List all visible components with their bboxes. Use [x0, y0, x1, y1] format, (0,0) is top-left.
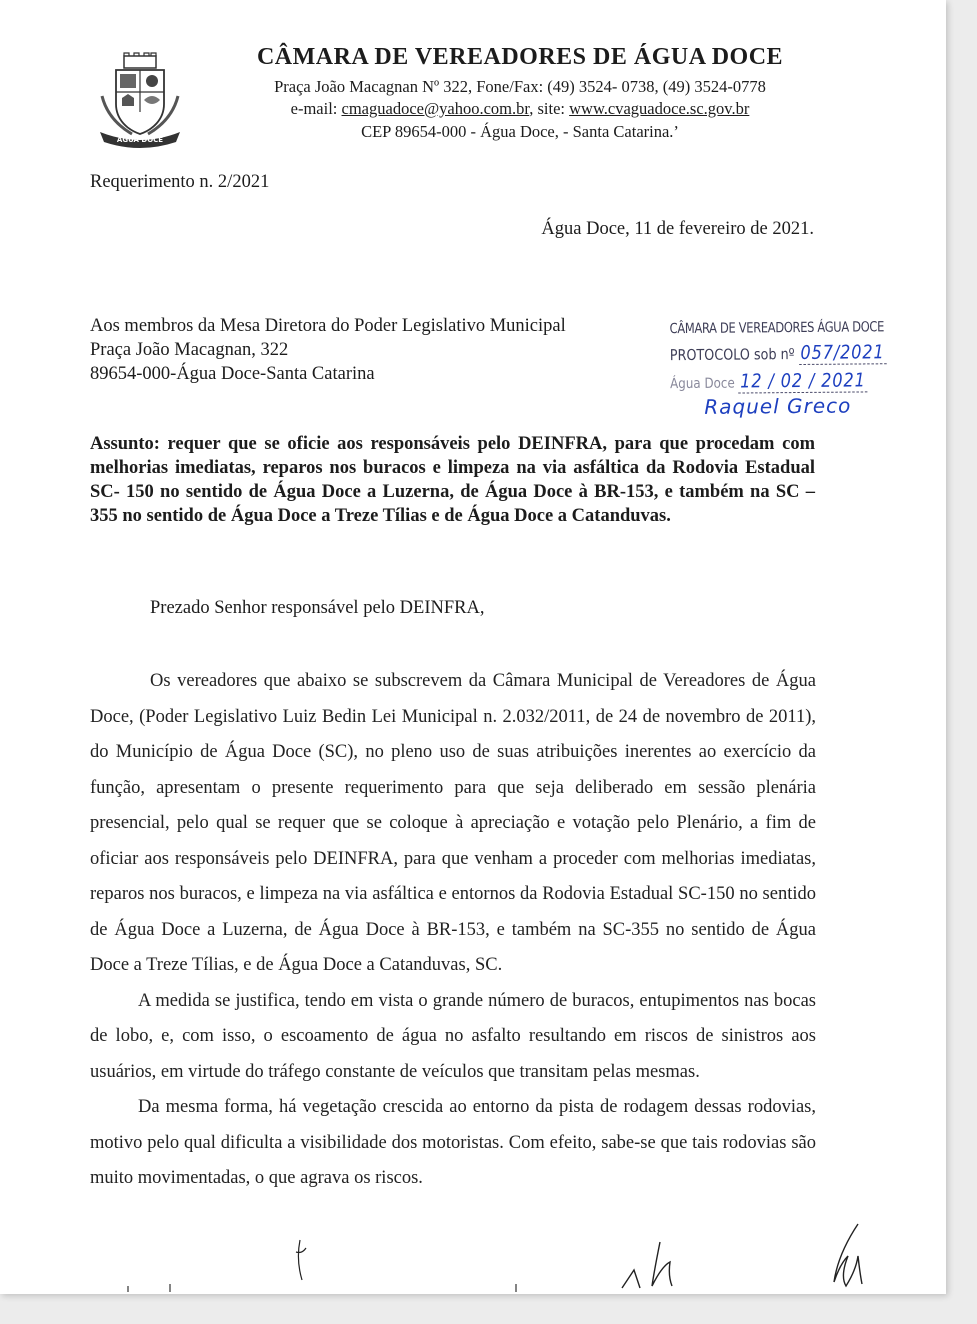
coat-of-arms-icon [94, 52, 186, 152]
stamp-title: CÂMARA DE VEREADORES ÁGUA DOCE [669, 319, 885, 338]
site-link[interactable]: www.cvaguadoce.sc.gov.br [569, 99, 750, 118]
stamp-city-label: Água Doce [670, 375, 735, 393]
protocol-stamp [670, 319, 931, 419]
stamp-date-row [670, 369, 891, 393]
recipient-line-3: 89654-000-Água Doce-Santa Catarina [90, 364, 375, 384]
requerimento-number: Requerimento n. 2/2021 [90, 172, 270, 192]
body-paragraph-3: Da mesma forma, há vegetação crescida ao entorno da pista de rodagem dessas rodovias, motivo pelo qual dificulta a visibilidade dos motoristas. Com efeito, sabe-se que tais rodovias são muito movimentadas, o que agrava os riscos. [90, 1097, 816, 1188]
header-address: Praça João Macagnan Nº 322, Fone/Fax: (49) 3524- 0738, (49) 3524-0778 [274, 77, 766, 96]
stamp-protocol-row [670, 341, 891, 365]
recipient-line-1: Aos membros da Mesa Diretora do Poder Legislativo Municipal [90, 316, 566, 336]
email-label: e-mail: [290, 99, 342, 118]
header-contacts [250, 99, 790, 119]
stamp-date: 12 / 02 / 2021 [740, 369, 866, 393]
recipient-line-2: Praça João Macagnan, 322 [90, 340, 289, 360]
document-body [90, 664, 816, 1197]
document-date: Água Doce, 11 de fevereiro de 2021. [541, 219, 814, 239]
site-label: , site: [529, 99, 570, 118]
stamp-protocol-label: PROTOCOLO sob nº [669, 345, 795, 365]
email-link[interactable]: cmaguadoce@yahoo.com.br [341, 99, 530, 118]
header-cep: CEP 89654-000 - Água Doce, - Santa Catarina.’ [361, 122, 679, 141]
body-paragraph-2: A medida se justifica, tendo em vista o grande número de buracos, entupimentos nas bocas de lobo, e, com isso, o escoamento de água no asfalto resultando em riscos de sinistros aos usuários, em virtude do tráfego constante de veículos que transitam pelas mesmas. [90, 990, 816, 1082]
crest-banner-text: ÁGUA DOCE [116, 136, 164, 144]
signature-marks [0, 1222, 946, 1294]
institution-title: CÂMARA DE VEREADORES DE ÁGUA DOCE [256, 44, 784, 70]
subject-paragraph: Assunto: requer que se oficie aos responsáveis pelo DEINFRA, para que procedam com melhorias imediatas, reparos nos buracos e limpeza na via asfáltica da Rodovia Estadual SC- 150 no sentido de Água Doce a Luzerna, de Água Doce à BR-153, e também na SC – 355 no sentido de Água Doce a Treze Tílias e de Água Doce a Catanduvas. [90, 434, 815, 526]
body-paragraph-1: Os vereadores que abaixo se subscrevem da Câmara Municipal de Vereadores de Água Doce, (Poder Legislativo Luiz Bedin Lei Municipal n. 2.032/2011, de 24 de novembro de 2011), do Município de Água Doce (SC), no pleno uso de suas atribuições inerentes ao exercício da função, apresentam o presente requerimento para que seja deliberado em sessão plenária presencial, pelo qual se requer que se coloque à apreciação e votação pelo Plenário, a fim de oficiar aos responsáveis pelo DEINFRA, para que venham a proceder com melhorias imediatas, reparos nos buracos, e limpeza na via asfáltica e entornos da Rodovia Estadual SC-150 no sentido de Água Doce a Luzerna, de Água Doce à BR-153, e também na SC-355 no sentido de Água Doce a Treze Tílias, e de Água Doce a Catanduvas, SC. [90, 671, 816, 975]
stamp-protocol-number: 057/2021 [800, 341, 885, 364]
salutation: Prezado Senhor responsável pelo DEINFRA, [150, 598, 485, 618]
stamp-signature: Raquel Greco [704, 393, 852, 419]
